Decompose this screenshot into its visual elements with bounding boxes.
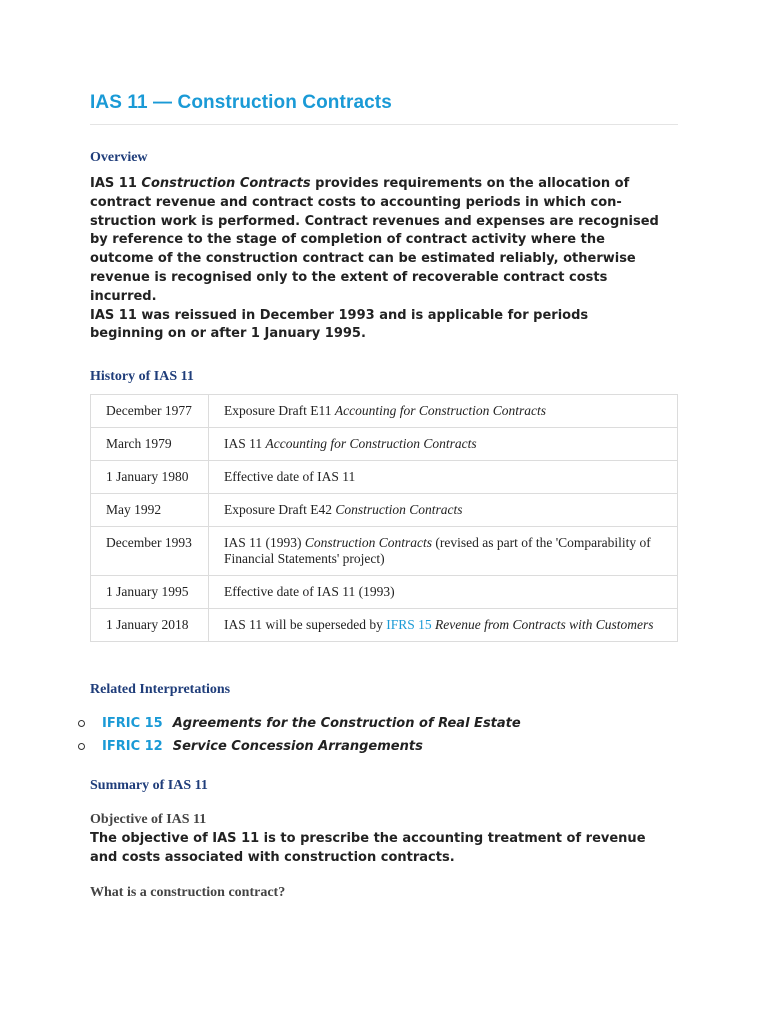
interpretation-title: Agreements for the Construction of Real Estate	[172, 716, 521, 731]
objective-line: The objective of IAS 11 is to prescribe the accounting treatment of revenue	[90, 831, 646, 846]
overview-lead: IAS 11	[90, 176, 142, 191]
overview-line-1	[90, 175, 680, 194]
bullet-circle-icon	[78, 743, 85, 750]
description-text: Exposure Draft E11	[224, 403, 335, 418]
history-date-cell: 1 January 1995	[91, 576, 209, 609]
history-date-cell: March 1979	[91, 428, 209, 461]
table-row	[91, 395, 678, 428]
bullet-circle-icon	[78, 720, 85, 727]
history-description-cell	[209, 527, 678, 576]
table-row	[91, 461, 678, 494]
description-title: Accounting for Construction Contracts	[334, 403, 546, 418]
table-row	[91, 428, 678, 461]
overview-line: revenue is recognised only to the extent of recoverable contract costs	[90, 269, 608, 285]
summary-heading: Summary of IAS 11	[90, 778, 208, 793]
title-divider	[90, 124, 678, 125]
history-date-cell: May 1992	[91, 494, 209, 527]
overview-heading: Overview	[90, 150, 148, 165]
history-description-cell	[209, 494, 678, 527]
construction-contract-heading: What is a construction contract?	[90, 885, 286, 900]
table-row	[91, 527, 678, 576]
history-heading: History of IAS 11	[90, 369, 194, 384]
description-title: Accounting for Construction Contracts	[265, 436, 477, 451]
history-date-cell: December 1993	[91, 527, 209, 576]
superseding-standard-title: Revenue from Contracts with Customers	[435, 617, 654, 632]
objective-paragraph	[90, 830, 680, 868]
overview-line: contract revenue and contract costs to accounting periods in which con-	[90, 194, 622, 210]
overview-line: by reference to the stage of completion of contract activity where the	[90, 232, 605, 248]
description-text: Effective date of IAS 11 (1993)	[224, 584, 395, 599]
list-item	[78, 712, 678, 735]
interpretation-link[interactable]: IFRIC 12	[102, 739, 163, 754]
list-item	[78, 735, 678, 758]
history-description-cell	[209, 395, 678, 428]
description-text: Exposure Draft E42	[224, 502, 336, 517]
history-date-cell: December 1977	[91, 395, 209, 428]
objective-heading: Objective of IAS 11	[90, 812, 207, 827]
ifrs-link[interactable]: IFRS 15	[386, 617, 432, 632]
history-date-cell: 1 January 2018	[91, 609, 209, 642]
interpretations-list	[78, 712, 678, 758]
description-title: Construction Contracts	[335, 502, 463, 517]
history-date-cell: 1 January 1980	[91, 461, 209, 494]
interpretation-title: Service Concession Arrangements	[172, 739, 423, 754]
overview-line: struction work is performed. Contract revenues and expenses are recognised	[90, 213, 659, 229]
reissue-line: IAS 11 was reissued in December 1993 and is applicable for periods	[90, 307, 589, 323]
interpretations-heading: Related Interpretations	[90, 682, 231, 697]
overview-paragraph	[90, 175, 680, 344]
objective-line: and costs associated with construction contracts.	[90, 849, 455, 865]
history-description-cell	[209, 461, 678, 494]
table-row	[91, 576, 678, 609]
description-text: Effective date of IAS 11	[224, 469, 356, 484]
table-row	[91, 494, 678, 527]
history-table-body	[91, 395, 678, 642]
history-description-cell	[209, 428, 678, 461]
history-table	[90, 394, 678, 642]
overview-em: Construction Contracts	[141, 176, 311, 191]
reissue-line: beginning on or after 1 January 1995.	[90, 326, 366, 342]
description-text: IAS 11 (1993)	[224, 535, 305, 550]
overview-line: outcome of the construction contract can be estimated reliably, otherwise	[90, 251, 636, 267]
overview-line: incurred.	[90, 288, 157, 304]
page-title: IAS 11 — Construction Contracts	[90, 92, 392, 113]
description-text: IAS 11	[224, 436, 266, 451]
description-text: IAS 11 will be superseded by	[224, 617, 387, 632]
overview-line-1-rest: provides requirements on the allocation of	[310, 176, 630, 191]
table-row	[91, 609, 678, 642]
description-title: Construction Contracts	[304, 535, 433, 550]
history-description-cell	[209, 576, 678, 609]
history-description-cell	[209, 609, 678, 642]
interpretation-link[interactable]: IFRIC 15	[102, 716, 163, 731]
description-text-rest: (revised as part of the 'Comparability of Financial Statements' project)	[224, 535, 651, 566]
